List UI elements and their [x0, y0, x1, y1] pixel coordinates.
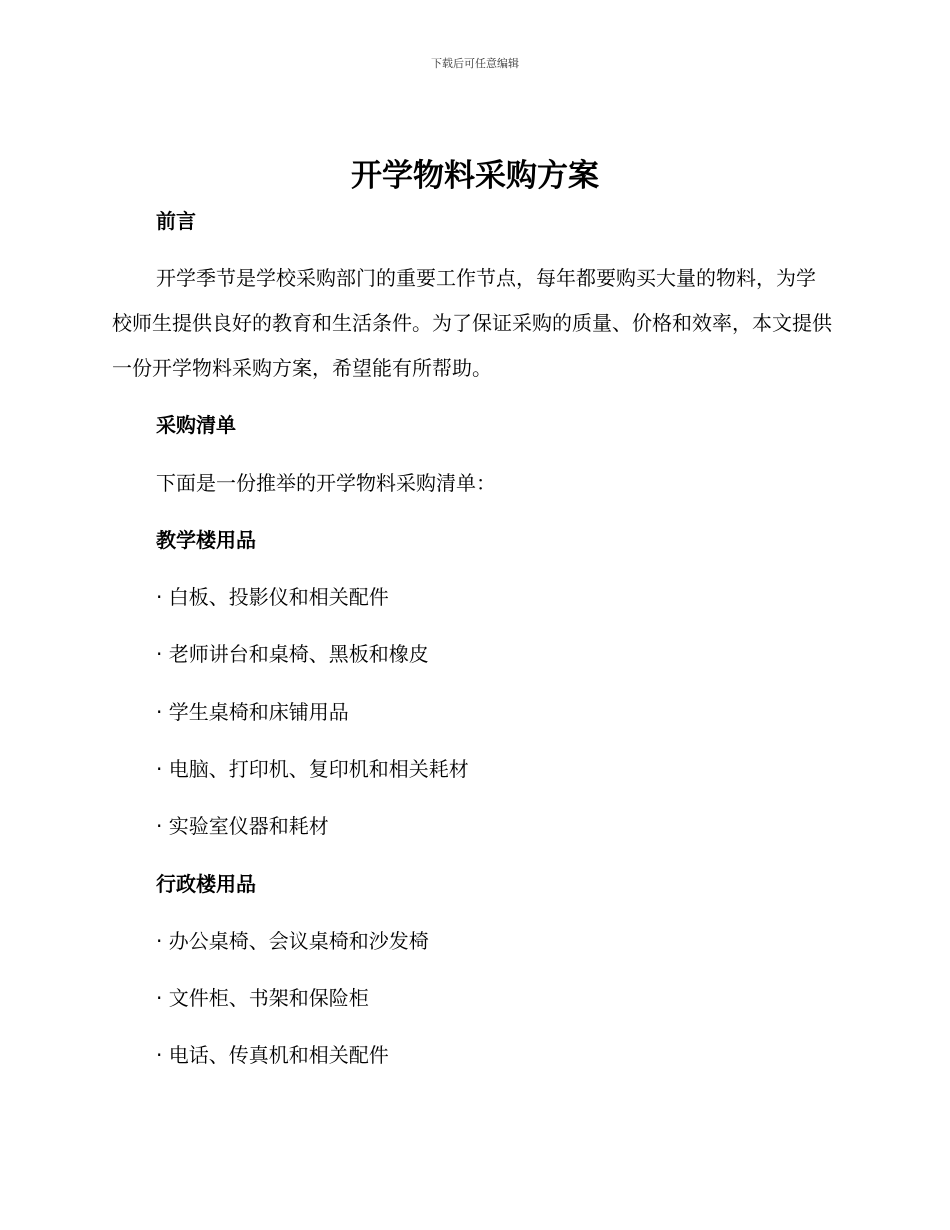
- section-heading-admin: 行政楼用品: [156, 872, 256, 896]
- section-heading-preface: 前言: [156, 209, 196, 233]
- header-note: 下载后可任意编辑: [431, 57, 519, 70]
- list-intro-text: 下面是一份推举的开学物料采购清单：: [156, 471, 496, 495]
- section-heading-purchase-list: 采购清单: [156, 413, 236, 437]
- list-item: · 白板、投影仪和相关配件: [156, 585, 389, 609]
- list-item: · 学生桌椅和床铺用品: [156, 700, 349, 724]
- list-item: · 电脑、打印机、复印机和相关耗材: [156, 757, 469, 781]
- preface-paragraph: 开学季节是学校采购部门的重要工作节点，每年都要购买大量的物料，为学校师生提供良好的教育和生活条件。为了保证采购的质量、价格和效率，本文提供一份开学物料采购方案，希望能有所帮助。: [112, 266, 832, 380]
- list-item: · 老师讲台和桌椅、黑板和橡皮: [156, 642, 429, 666]
- list-item: · 办公桌椅、会议桌椅和沙发椅: [156, 929, 429, 953]
- list-item: · 文件柜、书架和保险柜: [156, 986, 369, 1010]
- section-heading-teaching: 教学楼用品: [156, 528, 256, 552]
- list-item: · 实验室仪器和耗材: [156, 814, 329, 838]
- page-title: 开学物料采购方案: [351, 158, 599, 194]
- list-item: · 电话、传真机和相关配件: [156, 1043, 389, 1067]
